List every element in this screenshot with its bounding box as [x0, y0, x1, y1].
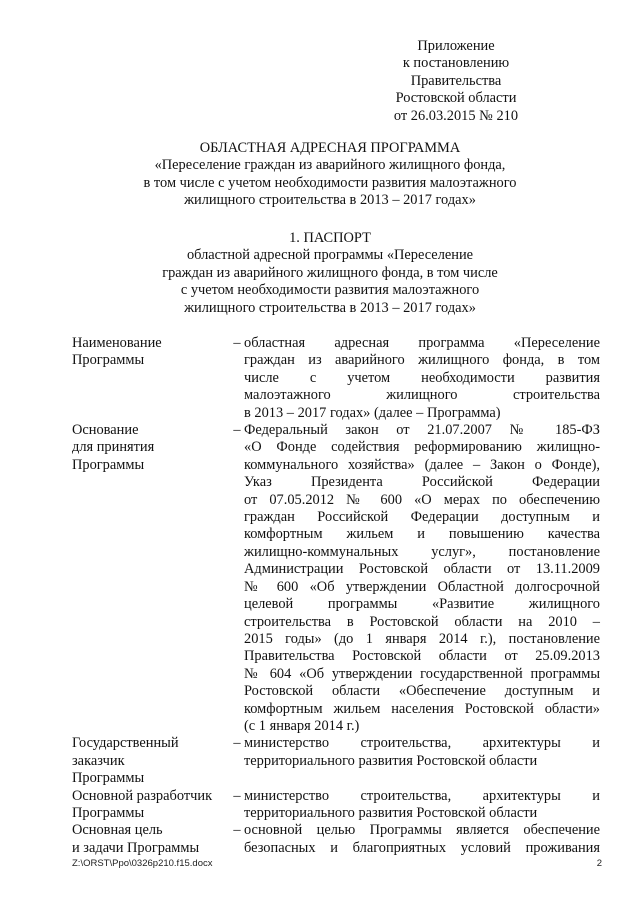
- row-value-line: № 600 «Об утверждении Областной долгосрочной: [244, 578, 600, 595]
- row-value-line: комфортным жильем населения Ростовской области»: [244, 700, 600, 717]
- passport-heading-block: [80, 230, 580, 317]
- passport-row: [72, 822, 602, 857]
- program-title: [80, 140, 580, 210]
- row-value-line: Ростовской области «Обеспечение доступным и: [244, 683, 600, 700]
- row-value: [244, 735, 600, 787]
- row-value-line: жилищно-коммунальных услуг», постановление: [244, 543, 600, 560]
- row-value-line: «О Фонде содействия реформированию жилищно-: [244, 439, 600, 456]
- row-label: [72, 735, 230, 787]
- row-label-line: для принятия: [72, 439, 155, 456]
- row-label-line: Программы: [72, 770, 145, 787]
- passport-row: [72, 422, 602, 735]
- row-label-line: Программы: [72, 804, 145, 821]
- row-value-line: безопасных и благоприятных условий проживания: [244, 839, 600, 856]
- file-path: Z:\ORST\Ppo\0326p210.f15.docx: [72, 858, 213, 869]
- row-value-line: граждан Российской Федерации доступным и: [244, 509, 600, 526]
- row-dash: –: [233, 787, 241, 804]
- row-value: [244, 822, 600, 857]
- passport-line: с учетом необходимости развития малоэтажного: [180, 282, 480, 299]
- row-dash: –: [233, 735, 241, 752]
- row-label-line: и задачи Программы: [72, 839, 200, 856]
- passport-row: [72, 335, 602, 422]
- row-value-line: строительства в Ростовской области на 2010 –: [244, 613, 600, 630]
- row-value-line: граждан из аварийного жилищного фонда, в том: [244, 352, 600, 369]
- appendix-line: Ростовской области: [395, 90, 517, 107]
- passport-line: граждан из аварийного жилищного фонда, в том числе: [162, 264, 498, 281]
- row-value-line: коммунального хозяйства» (далее – Закон о Фонде),: [244, 456, 600, 473]
- row-value-line: комфортным жильем и повышению качества: [244, 526, 600, 543]
- appendix-header: [346, 38, 566, 125]
- page-number: 2: [596, 858, 602, 869]
- appendix-line: Приложение: [417, 38, 495, 54]
- row-label: [72, 822, 230, 857]
- title-line: «Переселение граждан из аварийного жилищного фонда,: [154, 157, 506, 174]
- passport-heading: 1. ПАСПОРТ: [289, 230, 371, 246]
- appendix-line: Правительства: [410, 72, 502, 89]
- appendix-line: от 26.03.2015 № 210: [393, 107, 519, 124]
- row-value-line: основной целью Программы является обеспечение: [244, 822, 600, 839]
- row-value: [244, 788, 600, 823]
- passport-line: областной адресной программы «Переселение: [186, 247, 474, 264]
- passport-line: жилищного строительства в 2013 – 2017 годах»: [184, 299, 476, 316]
- row-value-line: министерство строительства, архитектуры и: [244, 735, 600, 752]
- row-value-line: областная адресная программа «Переселение: [244, 335, 600, 351]
- row-value: [244, 335, 600, 422]
- passport-row: [72, 735, 602, 787]
- row-label: [72, 335, 230, 422]
- row-label: [72, 788, 230, 823]
- row-value-line: Федеральный закон от 21.07.2007 № 185-ФЗ: [244, 422, 600, 439]
- row-value-line: (с 1 января 2014 г.): [244, 717, 360, 734]
- row-label: [72, 422, 230, 735]
- row-value-line: в 2013 – 2017 годах» (далее – Программа): [244, 404, 501, 421]
- row-value-line: Администрации Ростовской области от 13.11.2009: [244, 561, 600, 578]
- row-label-line: Основание: [72, 422, 139, 439]
- row-value-line: Указ Президента Российской Федерации: [244, 474, 600, 491]
- row-label-line: Программы: [72, 352, 145, 369]
- row-value-line: малоэтажного жилищного строительства: [244, 387, 600, 404]
- appendix-line: к постановлению: [402, 55, 510, 72]
- row-label-line: Государственный: [72, 735, 179, 752]
- title-line: ОБЛАСТНАЯ АДРЕСНАЯ ПРОГРАММА: [199, 140, 461, 156]
- row-value-line: Правительства Ростовской области от 25.09.2013: [244, 648, 600, 665]
- row-dash: –: [233, 822, 241, 839]
- passport-table: [72, 335, 602, 857]
- row-value-line: числе с учетом необходимости развития: [244, 369, 600, 386]
- row-value-line: территориального развития Ростовской области: [244, 804, 538, 821]
- title-line: жилищного строительства в 2013 – 2017 годах»: [184, 192, 476, 209]
- row-label-line: Основная цель: [72, 822, 163, 839]
- row-value-line: № 604 «Об утверждении государственной программы: [244, 665, 600, 682]
- row-label-line: Программы: [72, 456, 145, 473]
- row-dash: –: [233, 422, 241, 439]
- row-value: [244, 422, 600, 735]
- row-label-line: заказчик: [72, 752, 125, 769]
- passport-row: [72, 788, 602, 823]
- row-label-line: Наименование: [72, 335, 162, 351]
- row-label-line: Основной разработчик: [72, 787, 213, 804]
- row-value-line: от 07.05.2012 № 600 «О мерах по обеспечению: [244, 491, 600, 508]
- row-value-line: министерство строительства, архитектуры и: [244, 787, 600, 804]
- row-value-line: 2015 годы» (до 1 января 2014 г.), постановление: [244, 630, 600, 647]
- row-value-line: территориального развития Ростовской области: [244, 752, 538, 769]
- title-line: в том числе с учетом необходимости развития малоэтажного: [143, 174, 517, 191]
- row-value-line: целевой программы «Развитие жилищного: [244, 596, 600, 613]
- row-dash: –: [233, 335, 241, 351]
- passport-subtitle: [80, 247, 580, 317]
